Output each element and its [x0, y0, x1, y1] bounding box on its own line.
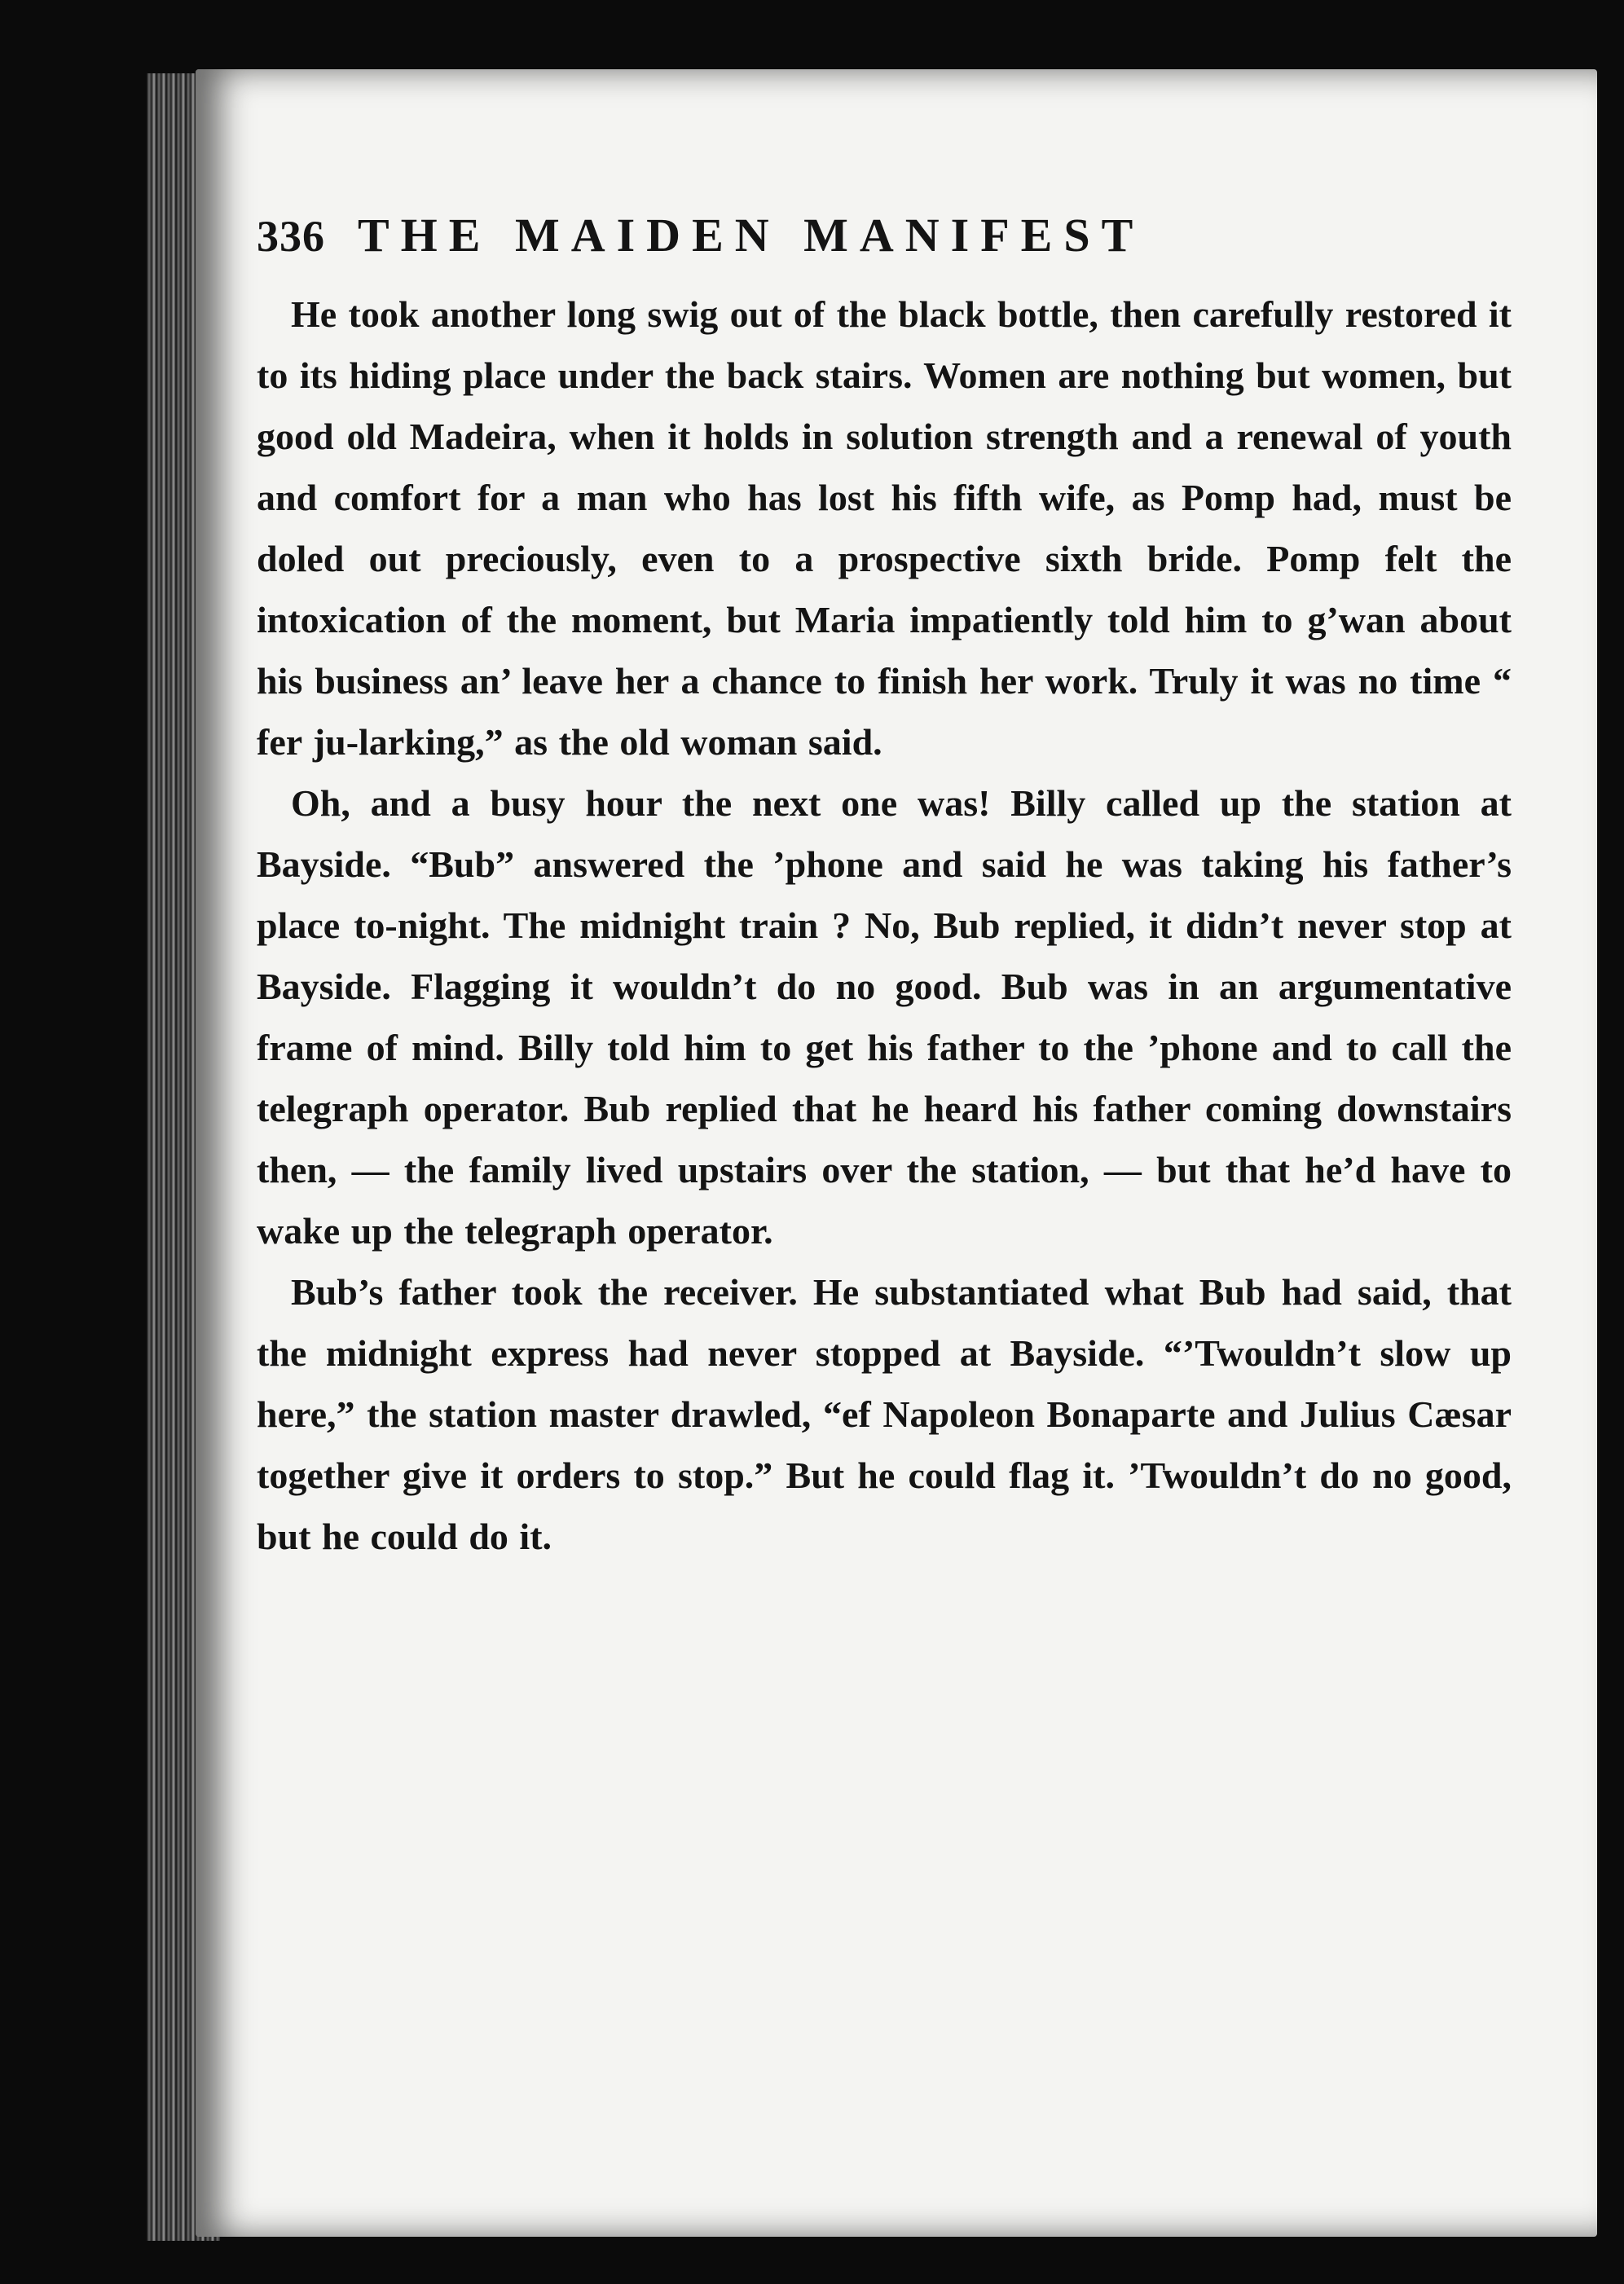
running-title: THE MAIDEN MANIFEST [358, 209, 1145, 262]
paragraph: Bub’s father took the receiver. He substantiated what Bub had said, that the midnight express had never stopped at Bayside. “’Twouldn’t slow up here,” the station master drawled, “ef Napoleon Bonaparte and Julius Cæsar together give it orders to stop.” But he could flag it. ’Twouldn’t do no good, but he could do it. [257, 1271, 1512, 1557]
page-number: 336 [257, 212, 325, 261]
paragraph: He took another long swig out of the black bottle, then carefully restored it to its hiding place under the back stairs. Women are nothing but women, but good old Madeira, when it holds in solution strength and a renewal of youth and comfort for a man who has lost his fifth wife, as Pomp had, must be doled out preciously, even to a prospective sixth bride. Pomp felt the intoxication of the moment, but Maria impatiently told him to g’wan about his business an’ leave her a chance to finish her work. Truly it was no time “ fer ju-larking,” as the old woman said. [257, 293, 1512, 763]
paragraph: Oh, and a busy hour the next one was! Billy called up the station at Bayside. “Bub” answered the ’phone and said he was taking his father’s place to-night. The midnight train ? No, Bub replied, it didn’t never stop at Bayside. Flagging it wouldn’t do no good. Bub was in an argumentative frame of mind. Billy told him to get his father to the ’phone and to call the telegraph operator. Bub replied that he heard his father coming downstairs then, — the family lived upstairs over the station, — but that he’d have to wake up the telegraph operator. [257, 782, 1512, 1252]
running-head [257, 208, 1512, 262]
page-content [257, 208, 1512, 1567]
